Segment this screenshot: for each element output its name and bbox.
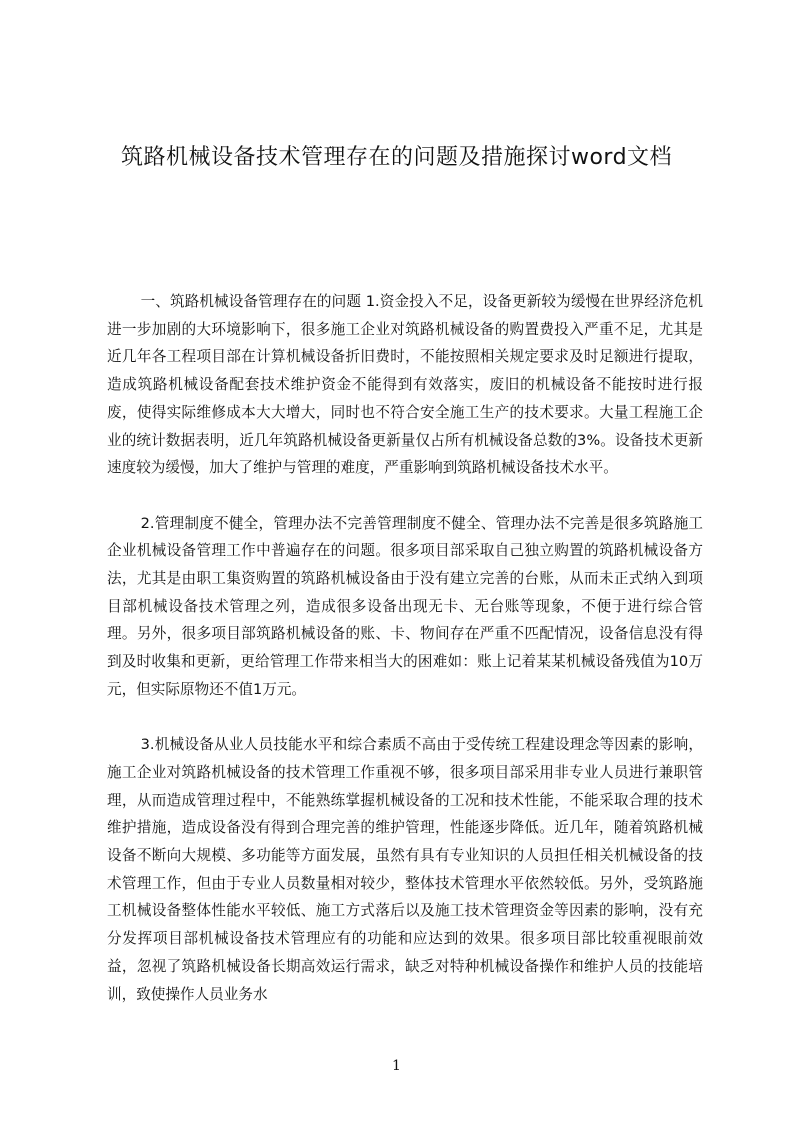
paragraph-staff-skills: 3.机械设备从业人员技能水平和综合素质不高由于受传统工程建设理念等因素的影响，施工企业对筑路机械设备的技术管理工作重视不够，很多项目部采用非专业人员进行兼职管理，从而造成管理过程中，不能熟练掌握机械设备的工况和技术性能，不能采取合理的技术维护措施，造成设备没有得到合理完善的维护管理，性能逐步降低。近几年，随着筑路机械设备不断向大规模、多功能等方面发展，虽然有具有专业知识的人员担任相关机械设备的技术管理工作，但由于专业人员数量相对较少，整体技术管理水平依然较低。另外，受筑路施工机械设备整体性能水平较低、施工方式落后以及施工技术管理资金等因素的影响，没有充分发挥项目部机械设备技术管理应有的功能和应达到的效果。很多项目部比较重视眼前效益，忽视了筑路机械设备长期高效运行需求，缺乏对特种机械设备操作和维护人员的技能培训，致使操作人员业务水 (107, 736, 703, 1003)
document-title: 筑路机械设备技术管理存在的问题及措施探讨word文档 (120, 145, 673, 170)
paragraph-funding-shortage: 一、筑路机械设备管理存在的问题 1.资金投入不足，设备更新较为缓慢在世界经济危机进一步加剧的大环境影响下，很多施工企业对筑路机械设备的购置费投入严重不足，尤其是近几年各工程项目部在计算机械设备折旧费时，不能按照相关规定要求及时足额进行提取，造成筑路机械设备配套技术维护资金不能得到有效落实，废旧的机械设备不能按时进行报废，使得实际维修成本大大增大，同时也不符合安全施工生产的技术要求。大量工程施工企业的统计数据表明，近几年筑路机械设备更新量仅占所有机械设备总数的3%。设备技术更新速度较为缓慢，加大了维护与管理的难度，严重影响到筑路机械设备技术水平。 (107, 293, 703, 477)
page-number: 1 (392, 1058, 401, 1074)
document-body (107, 288, 703, 1008)
paragraph-management-system: 2.管理制度不健全，管理办法不完善管理制度不健全、管理办法不完善是很多筑路施工企业机械设备管理工作中普遍存在的问题。很多项目部采取自己独立购置的筑路机械设备方法，尤其是由职工集资购置的筑路机械设备由于没有建立完善的台账，从而未正式纳入到项目部机械设备技术管理之列，造成很多设备出现无卡、无台账等现象，不便于进行综合管理。另外，很多项目部筑路机械设备的账、卡、物间存在严重不匹配情况，设备信息没有得到及时收集和更新，更给管理工作带来相当大的困难如：账上记着某某机械设备残值为10万元，但实际原物还不值1万元。 (107, 514, 703, 698)
